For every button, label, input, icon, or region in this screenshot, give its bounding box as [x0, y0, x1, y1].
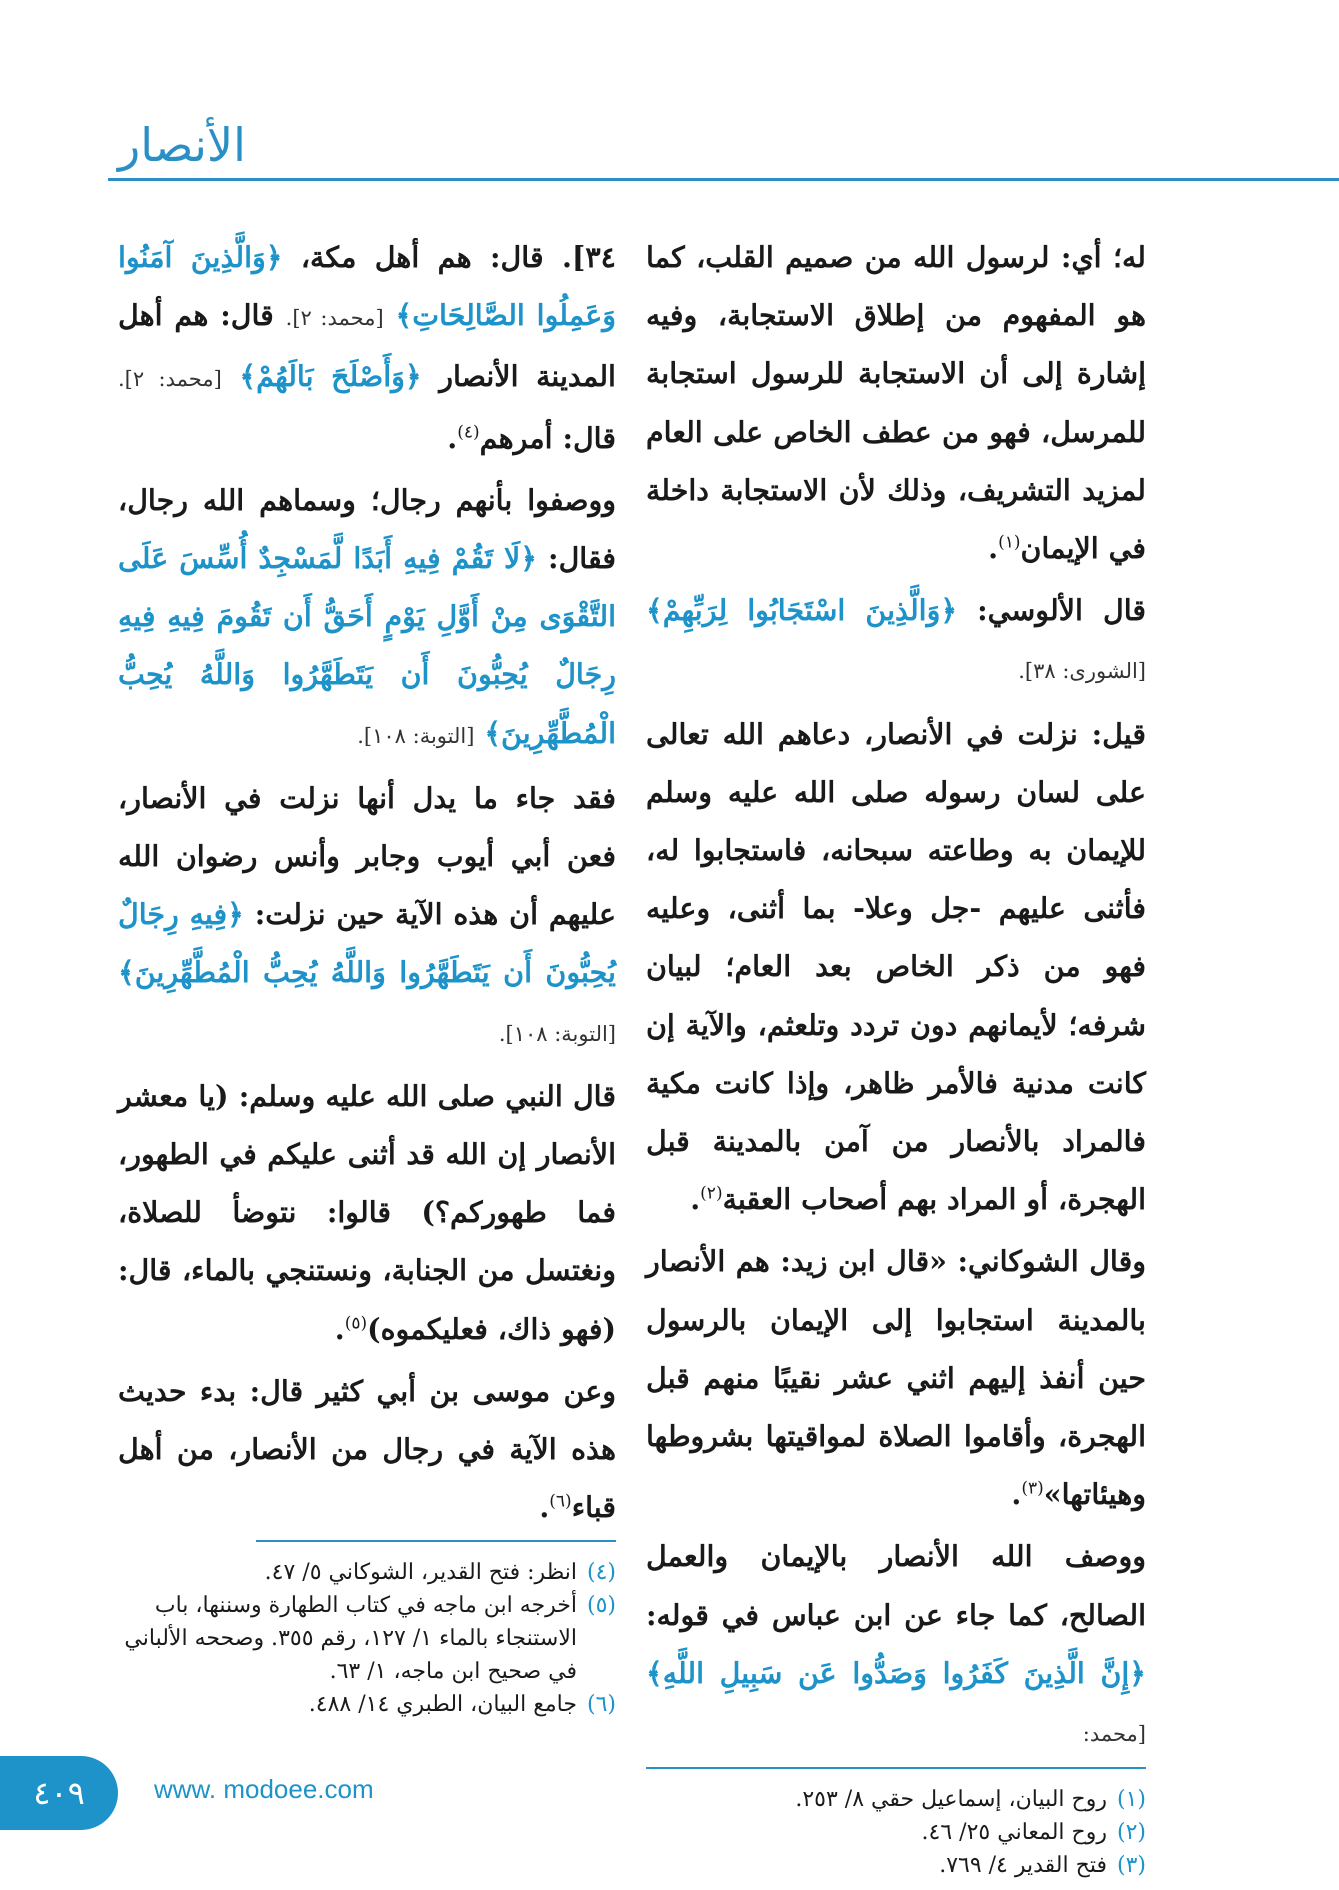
footnote-item — [646, 1816, 1146, 1849]
text: قيل: نزلت في الأنصار، دعاهم الله تعالى على لسان رسوله صلى الله عليه وسلم للإيمان به وطاعته سبحانه، فاستجابوا له، فأثنى عليهم -جل وعلا- بما أثنى، وعليه فهو من ذكر الخاص بعد العام؛ لبيان شرفه؛ لأيمانهم دون تردد وتلعثم، والآية إن كانت مدنية فالأمر ظاهر، وإذا كانت مكية فالمراد بالأنصار من آمن بالمدينة قبل الهجرة، أو المراد بهم أصحاب العقبة — [646, 716, 1146, 1217]
text: . — [690, 1182, 701, 1217]
footnotes-list — [646, 1783, 1146, 1882]
footnotes-list — [118, 1556, 616, 1721]
footnote-item — [118, 1589, 616, 1688]
paragraph — [118, 1067, 616, 1358]
paragraph — [118, 471, 616, 765]
verse-reference: [التوبة: ١٠٨]. — [357, 723, 475, 748]
paragraph — [118, 769, 616, 1063]
footnote-marker[interactable]: (٣) — [1021, 1478, 1044, 1499]
quran-verse: ﴿وَالَّذِينَ اسْتَجَابُوا لِرَبِّهِمْ﴾ — [646, 593, 958, 628]
text: . — [447, 420, 458, 455]
paragraph — [646, 1232, 1146, 1523]
footnote-marker[interactable]: (٤) — [457, 422, 480, 443]
verse-reference: [التوبة: ١٠٨]. — [498, 1021, 616, 1046]
text: فقد جاء ما يدل أنها نزلت في الأنصار، فعن أبي أيوب وجابر وأنس رضوان الله عليهم أن هذه الآية حين نزلت: — [118, 780, 616, 932]
text: . — [988, 531, 999, 566]
text: ووصفوا بأنهم رجال؛ وسماهم الله رجال، فقال: — [118, 482, 616, 576]
paragraph — [646, 1527, 1146, 1763]
text: وعن موسى بن أبي كثير قال: بدء حديث هذه الآية في رجال من الأنصار، من أهل قباء — [118, 1373, 616, 1525]
footnote-text: أخرجه ابن ماجه في كتاب الطهارة وسننها، باب الاستنجاء بالماء ١/ ١٢٧، رقم ٣٥٥. وصححه الألباني في صحيح ابن ماجه، ١/ ٦٣. — [124, 1593, 577, 1685]
text: ووصف الله الأنصار بالإيمان والعمل الصالح، كما جاء عن ابن عباس في قوله: — [646, 1539, 1146, 1632]
footnote-number: (٦) — [586, 1692, 616, 1718]
footnote-number: (٥) — [586, 1593, 616, 1619]
footnote-marker[interactable]: (٢) — [700, 1183, 723, 1204]
footnote-number: (٣) — [1116, 1853, 1146, 1879]
paragraph — [118, 228, 616, 467]
footnote-marker[interactable]: (١) — [998, 532, 1021, 553]
left-column — [118, 228, 616, 1721]
text: ٣٤]. قال: هم أهل مكة، — [300, 240, 616, 274]
text: قال: أمرهم — [479, 420, 616, 455]
text: . — [334, 1311, 345, 1346]
footnote-item — [646, 1783, 1146, 1816]
website-link[interactable]: www. modoee.com — [154, 1774, 374, 1804]
footnote-text: روح البيان، إسماعيل حقي ٨/ ٢٥٣. — [795, 1787, 1107, 1813]
paragraph — [646, 581, 1146, 700]
text: له؛ أي: لرسول الله من صميم القلب، كما هو المفهوم من إطلاق الاستجابة، وفيه إشارة إلى أن الاستجابة للرسول استجابة للمرسل، فهو من عطف الخاص على العام لمزيد التشريف، وذلك لأن الاستجابة داخلة في الإيمان — [646, 240, 1146, 566]
text: قال النبي صلى الله عليه وسلم: (يا معشر الأنصار إن الله قد أثنى عليكم في الطهور، فما طهوركم؟) قالوا: نتوضأ للصلاة، ونغتسل من الجنابة، ونستنجي بالماء، قال: (فهو ذاك، فعليكموه) — [118, 1078, 616, 1346]
footnote-text: انظر: فتح القدير، الشوكاني ٥/ ٤٧. — [264, 1560, 577, 1586]
quran-verse: ﴿إِنَّ الَّذِينَ كَفَرُوا وَصَدُّوا عَن سَبِيلِ اللَّهِ﴾ — [646, 1655, 1146, 1690]
text: . — [539, 1490, 550, 1525]
verse-reference: [محمد: — [1082, 1722, 1146, 1747]
text: . — [1011, 1477, 1022, 1512]
quran-verse: ﴿لَا تَقُمْ فِيهِ أَبَدًا لَّمَسْجِدٌ أُسِّسَ عَلَى التَّقْوَى مِنْ أَوَّلِ يَوْمٍ أَحَقُّ أَن تَقُومَ فِيهِ فِيهِ رِجَالٌ يُحِبُّونَ أَن يَتَطَهَّرُوا وَاللَّهُ يُحِبُّ الْمُطَّهِّرِينَ﴾ — [118, 541, 616, 750]
footnote-number: (٤) — [586, 1560, 616, 1586]
quran-verse: ﴿وَأَصْلَحَ بَالَهُمْ﴾ — [239, 359, 422, 394]
verse-reference: [الشورى: ٣٨]. — [1018, 659, 1146, 684]
footnote-item — [118, 1688, 616, 1721]
footnote-text: جامع البيان، الطبري ١٤/ ٤٨٨. — [308, 1692, 577, 1718]
footnote-marker[interactable]: (٦) — [549, 1491, 572, 1512]
verse-reference: [محمد: ٢]. — [285, 306, 384, 331]
footnote-divider — [646, 1767, 1146, 1769]
page-header-title: الأنصار — [118, 118, 246, 172]
quran-verse: ﴿وَالَّذِينَ آمَنُوا وَعَمِلُوا الصَّالِحَاتِ﴾ — [118, 240, 616, 333]
footnote-marker[interactable]: (٥) — [344, 1313, 368, 1334]
page-number-badge: ٤٠٩ — [0, 1756, 118, 1830]
footnote-text: روح المعاني ٢٥/ ٤٦. — [921, 1820, 1107, 1846]
verse-reference: [محمد: ٢]. — [118, 367, 222, 392]
footnote-item — [118, 1556, 616, 1589]
text: قال: هم أهل المدينة الأنصار — [118, 298, 616, 394]
quran-verse: ﴿فِيهِ رِجَالٌ يُحِبُّونَ أَن يَتَطَهَّرُوا وَاللَّهُ يُحِبُّ الْمُطَّهِّرِينَ﴾ — [118, 897, 616, 990]
header-rule — [108, 178, 1339, 181]
paragraph — [646, 705, 1146, 1229]
footnote-text: فتح القدير ٤/ ٧٦٩. — [939, 1853, 1107, 1879]
paragraph — [118, 1362, 616, 1537]
text: وقال الشوكاني: «قال ابن زيد: هم الأنصار بالمدينة استجابوا إلى الإيمان بالرسول حين أنفذ إليهم اثني عشر نقيبًا منهم قبل الهجرة، وأقاموا الصلاة لمواقيتها بشروطها وهيئاتها» — [646, 1244, 1146, 1512]
footnote-item — [646, 1849, 1146, 1882]
right-column — [646, 228, 1146, 1882]
footnote-number: (٢) — [1116, 1820, 1146, 1846]
text: قال الألوسي: — [977, 593, 1146, 628]
footnote-number: (١) — [1116, 1787, 1146, 1813]
footnote-divider — [256, 1540, 616, 1542]
paragraph — [646, 228, 1146, 577]
